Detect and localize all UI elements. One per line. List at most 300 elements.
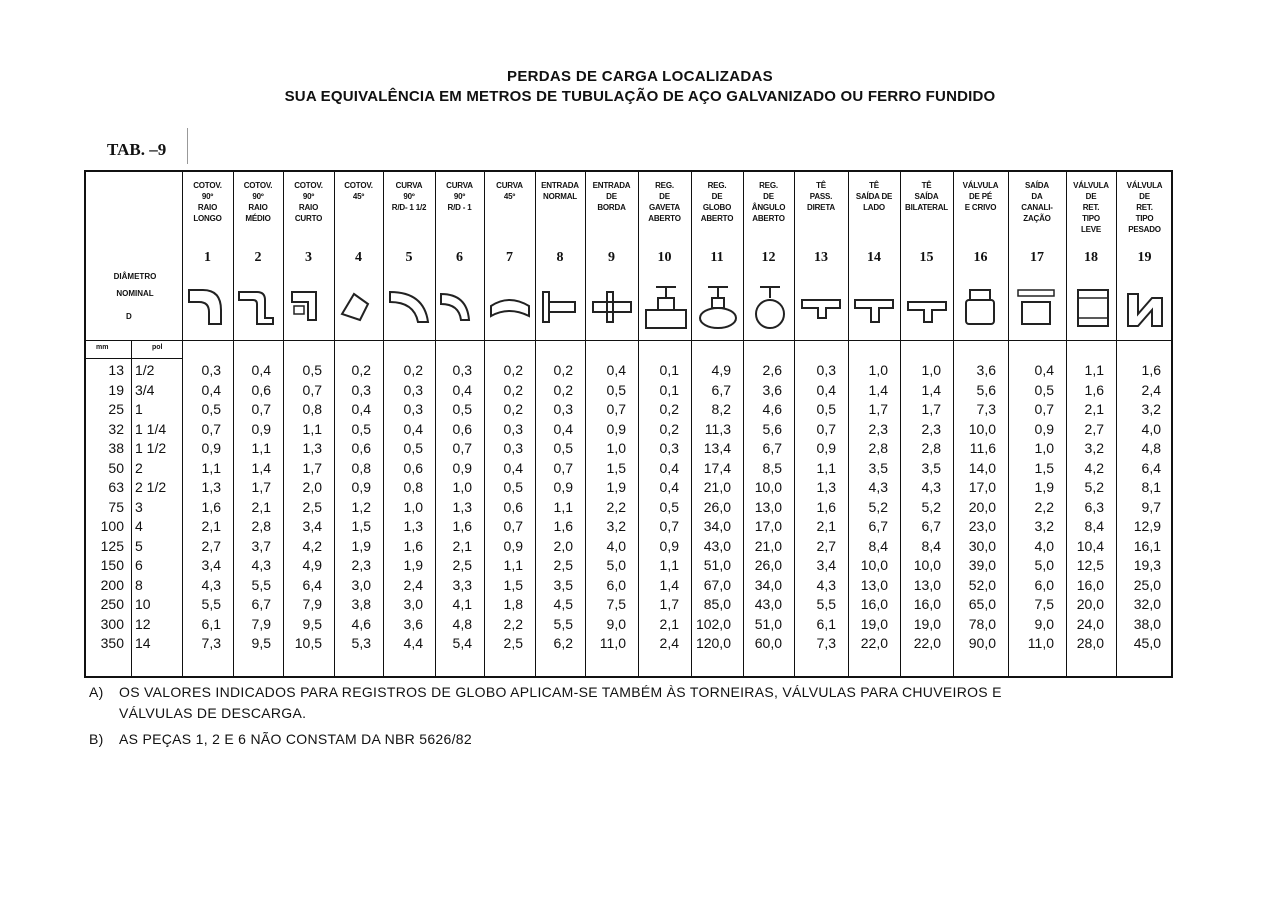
loss-value: 17,4 (703, 459, 731, 476)
loss-value: 9,0 (1034, 615, 1054, 632)
diameter-symbol: D (126, 312, 132, 321)
table-row (86, 401, 1173, 421)
note-letter: B) (89, 731, 104, 747)
loss-value: 26,0 (754, 557, 782, 573)
note-text: VÁLVULAS DE DESCARGA. (119, 705, 307, 721)
loss-value: 3,2 (1034, 518, 1054, 534)
loss-value: 0,7 (1034, 401, 1054, 417)
foot-valve-icon (958, 284, 1004, 335)
loss-value: 2,3 (921, 420, 941, 437)
loss-value: 5,5 (201, 596, 221, 612)
loss-value: 0,4 (553, 420, 573, 437)
loss-value: 1,7 (659, 596, 679, 612)
loss-value: 0,2 (503, 401, 523, 417)
loss-value: 13,0 (860, 576, 888, 593)
loss-value: 0,2 (503, 362, 523, 378)
column-number-5: 5 (405, 250, 413, 265)
note-letter: A) (89, 684, 104, 700)
loss-value: 0,5 (606, 381, 626, 398)
loss-value: 26,0 (703, 498, 731, 515)
diameter-pol: 4 (135, 518, 143, 534)
diameter-mm: 300 (100, 615, 124, 632)
loss-value: 21,0 (754, 537, 782, 554)
table-row (86, 460, 1173, 480)
loss-value: 0,7 (302, 381, 322, 398)
note-a-line (89, 705, 306, 721)
diameter-mm: 125 (100, 537, 124, 554)
loss-value: 7,3 (816, 635, 836, 651)
loss-value: 52,0 (968, 576, 996, 593)
loss-value: 6,7 (251, 596, 271, 612)
loss-value: 1,7 (302, 459, 322, 476)
loss-value: 5,2 (921, 498, 941, 515)
loss-value: 1,9 (351, 537, 371, 554)
loss-value: 2,3 (868, 420, 888, 437)
loss-value: 3,4 (302, 518, 322, 534)
loss-value: 0,2 (659, 420, 679, 437)
loss-value: 0,3 (403, 401, 423, 417)
diameter-mm: 13 (108, 362, 124, 378)
column-number-6: 6 (456, 250, 463, 265)
loss-value: 4,3 (816, 576, 836, 593)
loss-value: 4,8 (1141, 440, 1161, 456)
loss-value: 12,9 (1133, 518, 1161, 534)
loss-value: 3,3 (452, 576, 472, 593)
diameter-pol: 10 (135, 596, 151, 612)
loss-value: 0,2 (403, 362, 423, 378)
loss-value: 43,0 (703, 537, 731, 554)
loss-value: 0,1 (659, 362, 679, 378)
loss-value: 0,3 (553, 401, 573, 417)
loss-value: 0,2 (553, 362, 573, 378)
loss-value: 0,2 (659, 401, 679, 417)
column-number-1: 1 (204, 250, 211, 265)
loss-value: 1,9 (606, 479, 626, 495)
header-divider (86, 340, 1173, 341)
loss-value: 3,6 (976, 362, 996, 378)
column-header-14: TÊ SAÍDA DE LADO (855, 181, 893, 212)
column-header-17: SAÍDA DA CANALI- ZAÇÃO (1021, 181, 1053, 223)
loss-value: 23,0 (968, 518, 996, 534)
loss-value: 11,6 (969, 440, 996, 456)
loss-value: 0,9 (816, 440, 836, 456)
loss-value: 0,7 (452, 440, 472, 456)
loss-value: 2,2 (503, 615, 523, 632)
loss-value: 1,9 (1034, 479, 1054, 495)
loss-value: 2,7 (816, 537, 836, 554)
loss-value: 1,4 (921, 381, 941, 398)
loss-value: 2,5 (302, 498, 322, 515)
loss-value: 1,6 (1141, 362, 1161, 378)
loss-value: 10,0 (913, 557, 941, 573)
loss-value: 34,0 (754, 576, 782, 593)
diameter-mm: 32 (108, 420, 124, 437)
loss-value: 4,2 (1084, 459, 1104, 476)
loss-value: 0,6 (403, 459, 423, 476)
elbow-90-short-radius-icon (286, 284, 332, 335)
loss-value: 0,7 (251, 401, 271, 417)
loss-value: 6,0 (606, 576, 626, 593)
loss-value: 8,4 (921, 537, 941, 554)
column-number-2: 2 (254, 250, 262, 265)
column-number-8: 8 (556, 250, 564, 265)
diameter-mm: 63 (108, 479, 124, 495)
loss-value: 1,0 (868, 362, 888, 378)
loss-value: 3,7 (251, 537, 271, 554)
loss-value: 1,1 (659, 557, 679, 573)
column-number-12: 12 (761, 250, 776, 265)
loss-value: 120,0 (695, 635, 731, 651)
diameter-mm: 350 (100, 635, 124, 651)
loss-value: 10,4 (1076, 537, 1104, 554)
loss-value: 0,3 (659, 440, 679, 456)
loss-value: 0,7 (201, 420, 221, 437)
column-number-16: 16 (973, 250, 988, 265)
loss-value: 4,3 (201, 576, 221, 593)
column-header-4: COTOV. 45º (344, 181, 373, 201)
loss-value: 1,5 (1034, 459, 1054, 476)
loss-value: 2,4 (1141, 381, 1161, 398)
loss-value: 51,0 (754, 615, 782, 632)
loss-value: 4,8 (452, 615, 472, 632)
loss-value: 0,5 (503, 479, 523, 495)
loss-value: 0,7 (503, 518, 523, 534)
loss-value: 7,3 (201, 635, 221, 651)
loss-value: 0,6 (503, 498, 523, 515)
loss-value: 1,7 (868, 401, 888, 417)
loss-value: 3,5 (921, 459, 941, 476)
loss-value: 5,2 (868, 498, 888, 515)
loss-value: 6,7 (921, 518, 941, 534)
loss-value: 16,0 (913, 596, 941, 612)
loss-value: 0,4 (659, 459, 679, 476)
title-line-1: PERDAS DE CARGA LOCALIZADAS (507, 68, 773, 85)
table-row (86, 421, 1173, 441)
loss-value: 0,4 (351, 401, 371, 417)
loss-value: 65,0 (968, 596, 996, 612)
column-header-7: CURVA 45º (496, 181, 523, 201)
loss-value: 16,0 (1076, 576, 1104, 593)
loss-value: 4,9 (302, 557, 322, 573)
loss-value: 5,5 (553, 615, 573, 632)
bend-90-r15-icon (386, 284, 432, 335)
loss-value: 1,0 (403, 498, 423, 515)
check-valve-light-icon (1068, 284, 1114, 335)
loss-value: 1,4 (868, 381, 888, 398)
note-text: AS PEÇAS 1, 2 E 6 NÃO CONSTAM DA NBR 5626/82 (119, 731, 472, 747)
loss-value: 14,0 (968, 459, 996, 476)
column-number-4: 4 (355, 250, 362, 265)
loss-value: 10,0 (860, 557, 888, 573)
column-number-19: 19 (1137, 250, 1152, 265)
loss-value: 1,3 (403, 518, 423, 534)
loss-value: 1,5 (606, 459, 626, 476)
loss-value: 39,0 (968, 557, 996, 573)
loss-value: 19,0 (860, 615, 888, 632)
loss-value: 2,1 (659, 615, 679, 632)
loss-value: 13,0 (754, 498, 782, 515)
globe-valve-icon (694, 284, 740, 335)
loss-value: 1,3 (302, 440, 322, 456)
loss-value: 2,8 (868, 440, 888, 456)
loss-value: 102,0 (695, 615, 731, 632)
loss-value: 4,3 (921, 479, 941, 495)
diameter-mm: 200 (100, 576, 124, 593)
loss-value: 6,4 (1141, 459, 1161, 476)
check-valve-heavy-icon (1122, 284, 1168, 335)
column-header-9: ENTRADA DE BORDA (592, 181, 631, 212)
loss-value: 1,0 (921, 362, 941, 378)
loss-value: 3,8 (351, 596, 371, 612)
diameter-mm: 100 (100, 518, 124, 534)
loss-value: 1,5 (351, 518, 371, 534)
loss-value: 67,0 (703, 576, 731, 593)
diameter-pol: 6 (135, 557, 143, 573)
table-row (86, 577, 1173, 597)
loss-value: 1,1 (201, 459, 221, 476)
column-header-3: COTOV. 90º RAIO CURTO (294, 181, 323, 223)
loss-value: 1,1 (816, 459, 836, 476)
loss-value: 5,5 (816, 596, 836, 612)
loss-value: 0,7 (553, 459, 573, 476)
loss-value: 3,0 (403, 596, 423, 612)
normal-inlet-icon (537, 284, 583, 335)
unit-mm-header: mm (96, 344, 109, 351)
loss-value: 4,2 (302, 537, 322, 554)
loss-value: 5,3 (351, 635, 371, 651)
loss-value: 21,0 (703, 479, 731, 495)
loss-value: 6,3 (1084, 498, 1104, 515)
table-row (86, 538, 1173, 558)
loss-value: 1,1 (503, 557, 523, 573)
table-row (86, 362, 1173, 382)
loss-value: 0,5 (351, 420, 371, 437)
loss-value: 0,5 (553, 440, 573, 456)
loss-value: 8,1 (1141, 479, 1161, 495)
column-header-6: CURVA 90º R/D - 1 (446, 181, 473, 212)
loss-value: 90,0 (968, 635, 996, 651)
loss-value: 0,3 (201, 362, 221, 378)
loss-value: 10,5 (294, 635, 322, 651)
loss-value: 6,7 (762, 440, 782, 456)
loss-value: 0,9 (553, 479, 573, 495)
diameter-pol: 1 1/2 (135, 440, 167, 456)
loss-value: 2,3 (351, 557, 371, 573)
column-header-2: COTOV. 90º RAIO MÉDIO (243, 181, 273, 223)
loss-value: 5,4 (452, 635, 472, 651)
column-header-8: ENTRADA NORMAL (541, 181, 579, 201)
diameter-pol: 2 (135, 459, 143, 476)
column-number-13: 13 (814, 250, 828, 265)
loss-value: 5,2 (1084, 479, 1104, 495)
diameter-pol: 3/4 (135, 381, 155, 398)
loss-value: 0,5 (302, 362, 322, 378)
loss-value: 1,5 (503, 576, 523, 593)
diameter-pol: 3 (135, 498, 143, 515)
loss-value: 0,9 (1034, 420, 1054, 437)
loss-value: 0,5 (1034, 381, 1054, 398)
loss-value: 78,0 (968, 615, 996, 632)
loss-value: 8,4 (1084, 518, 1104, 534)
loss-value: 6,7 (868, 518, 888, 534)
loss-value: 9,5 (251, 635, 271, 651)
loss-value: 45,0 (1133, 635, 1161, 651)
loss-value: 2,1 (251, 498, 271, 515)
loss-value: 9,5 (302, 615, 322, 632)
loss-value: 3,2 (1084, 440, 1104, 456)
loss-value: 9,7 (1141, 498, 1161, 515)
loss-value: 0,4 (659, 479, 679, 495)
loss-value: 20,0 (1076, 596, 1104, 612)
loss-value: 2,2 (606, 498, 626, 515)
loss-value: 0,7 (606, 401, 626, 417)
loss-value: 1,6 (201, 498, 221, 515)
column-number-7: 7 (506, 250, 513, 265)
loss-value: 10,0 (754, 479, 782, 495)
loss-value: 3,6 (762, 381, 782, 398)
loss-value: 0,4 (606, 362, 626, 378)
diameter-pol: 14 (135, 635, 151, 651)
loss-value: 12,5 (1076, 557, 1104, 573)
table-row (86, 635, 1173, 655)
loss-value: 13,0 (913, 576, 941, 593)
loss-value: 0,9 (251, 420, 271, 437)
loss-value: 0,6 (251, 381, 271, 398)
loss-value: 1,6 (816, 498, 836, 515)
diameter-mm: 150 (100, 557, 124, 573)
loss-value: 0,4 (201, 381, 221, 398)
loss-value: 11,0 (1027, 635, 1054, 651)
loss-value: 0,2 (553, 381, 573, 398)
elbow-90-medium-radius-icon (235, 284, 281, 335)
loss-value: 4,0 (606, 537, 626, 554)
loss-value: 1,7 (921, 401, 941, 417)
loss-value: 43,0 (754, 596, 782, 612)
loss-value: 3,6 (403, 615, 423, 632)
loss-value: 4,5 (553, 596, 573, 612)
elbow-90-long-radius-icon (185, 284, 231, 335)
table-row (86, 616, 1173, 636)
bend-45-icon (487, 284, 533, 335)
loss-value: 3,4 (201, 557, 221, 573)
units-divider (86, 358, 182, 359)
loss-value: 0,5 (816, 401, 836, 417)
loss-value: 9,0 (606, 615, 626, 632)
table-row (86, 499, 1173, 519)
loss-value: 8,4 (868, 537, 888, 554)
loss-value: 0,8 (351, 459, 371, 476)
loss-value: 7,9 (251, 615, 271, 632)
loss-value: 30,0 (968, 537, 996, 554)
loss-value: 2,5 (503, 635, 523, 651)
loss-value: 13,4 (703, 440, 731, 456)
loss-value: 8,5 (762, 459, 782, 476)
loss-value: 0,9 (201, 440, 221, 456)
loss-value: 0,3 (816, 362, 836, 378)
column-number-18: 18 (1084, 250, 1098, 265)
loss-value: 2,6 (762, 362, 782, 378)
table-row (86, 382, 1173, 402)
loss-value: 4,0 (1034, 537, 1054, 554)
loss-value: 0,5 (452, 401, 472, 417)
gate-valve-icon (642, 284, 688, 335)
loss-value: 7,5 (1034, 596, 1054, 612)
loss-value: 6,1 (816, 615, 836, 632)
loss-value: 4,6 (762, 401, 782, 417)
loss-value: 1,3 (201, 479, 221, 495)
diameter-mm: 19 (108, 381, 124, 398)
column-header-19: VÁLVULA DE RET. TIPO PESADO (1126, 181, 1163, 234)
loss-value: 0,5 (659, 498, 679, 515)
loss-value: 2,0 (553, 537, 573, 554)
loss-value: 3,5 (553, 576, 573, 593)
loss-value: 8,2 (711, 401, 731, 417)
loss-value: 0,9 (606, 420, 626, 437)
loss-value: 0,9 (659, 537, 679, 554)
loss-value: 1,6 (403, 537, 423, 554)
loss-value: 17,0 (968, 479, 996, 495)
loss-value: 20,0 (968, 498, 996, 515)
loss-value: 2,5 (452, 557, 472, 573)
loss-value: 1,1 (302, 420, 322, 437)
loss-value: 1,8 (503, 596, 523, 612)
loss-value: 19,0 (913, 615, 941, 632)
loss-value: 6,4 (302, 576, 322, 593)
head-loss-table (84, 170, 1173, 678)
loss-value: 16,0 (860, 596, 888, 612)
loss-value: 0,7 (659, 518, 679, 534)
diameter-pol: 2 1/2 (135, 479, 167, 495)
loss-value: 0,3 (351, 381, 371, 398)
loss-value: 19,3 (1133, 557, 1161, 573)
loss-value: 25,0 (1133, 576, 1161, 593)
loss-value: 0,8 (302, 401, 322, 417)
diameter-header: DIÂMETRO NOMINAL (113, 272, 157, 298)
loss-value: 7,3 (976, 401, 996, 417)
pipe-outlet-icon (1014, 284, 1060, 335)
loss-value: 28,0 (1076, 635, 1104, 651)
loss-value: 24,0 (1076, 615, 1104, 632)
loss-value: 0,1 (659, 381, 679, 398)
loss-value: 0,5 (403, 440, 423, 456)
loss-value: 1,7 (251, 479, 271, 495)
loss-value: 2,7 (201, 537, 221, 554)
loss-value: 6,7 (711, 381, 731, 398)
diameter-mm: 38 (108, 440, 124, 456)
loss-value: 60,0 (754, 635, 782, 651)
loss-value: 0,9 (503, 537, 523, 554)
diameter-mm: 75 (108, 498, 124, 515)
column-header-5: CURVA 90º R/D- 1 1/2 (391, 181, 427, 212)
tee-side-outlet-icon (851, 284, 897, 335)
loss-value: 4,0 (1141, 420, 1161, 437)
loss-value: 0,6 (452, 420, 472, 437)
loss-value: 7,9 (302, 596, 322, 612)
loss-value: 4,4 (403, 635, 423, 651)
loss-value: 1,6 (1084, 381, 1104, 398)
loss-value: 0,6 (351, 440, 371, 456)
note-b-line (89, 731, 472, 747)
loss-value: 0,3 (403, 381, 423, 398)
loss-value: 2,1 (201, 518, 221, 534)
loss-value: 16,1 (1133, 537, 1161, 554)
unit-pol-header: pol (152, 344, 163, 351)
loss-value: 2,8 (921, 440, 941, 456)
loss-value: 22,0 (913, 635, 941, 651)
note-a-line (89, 684, 1002, 700)
diameter-pol: 5 (135, 537, 143, 554)
loss-value: 3,0 (351, 576, 371, 593)
